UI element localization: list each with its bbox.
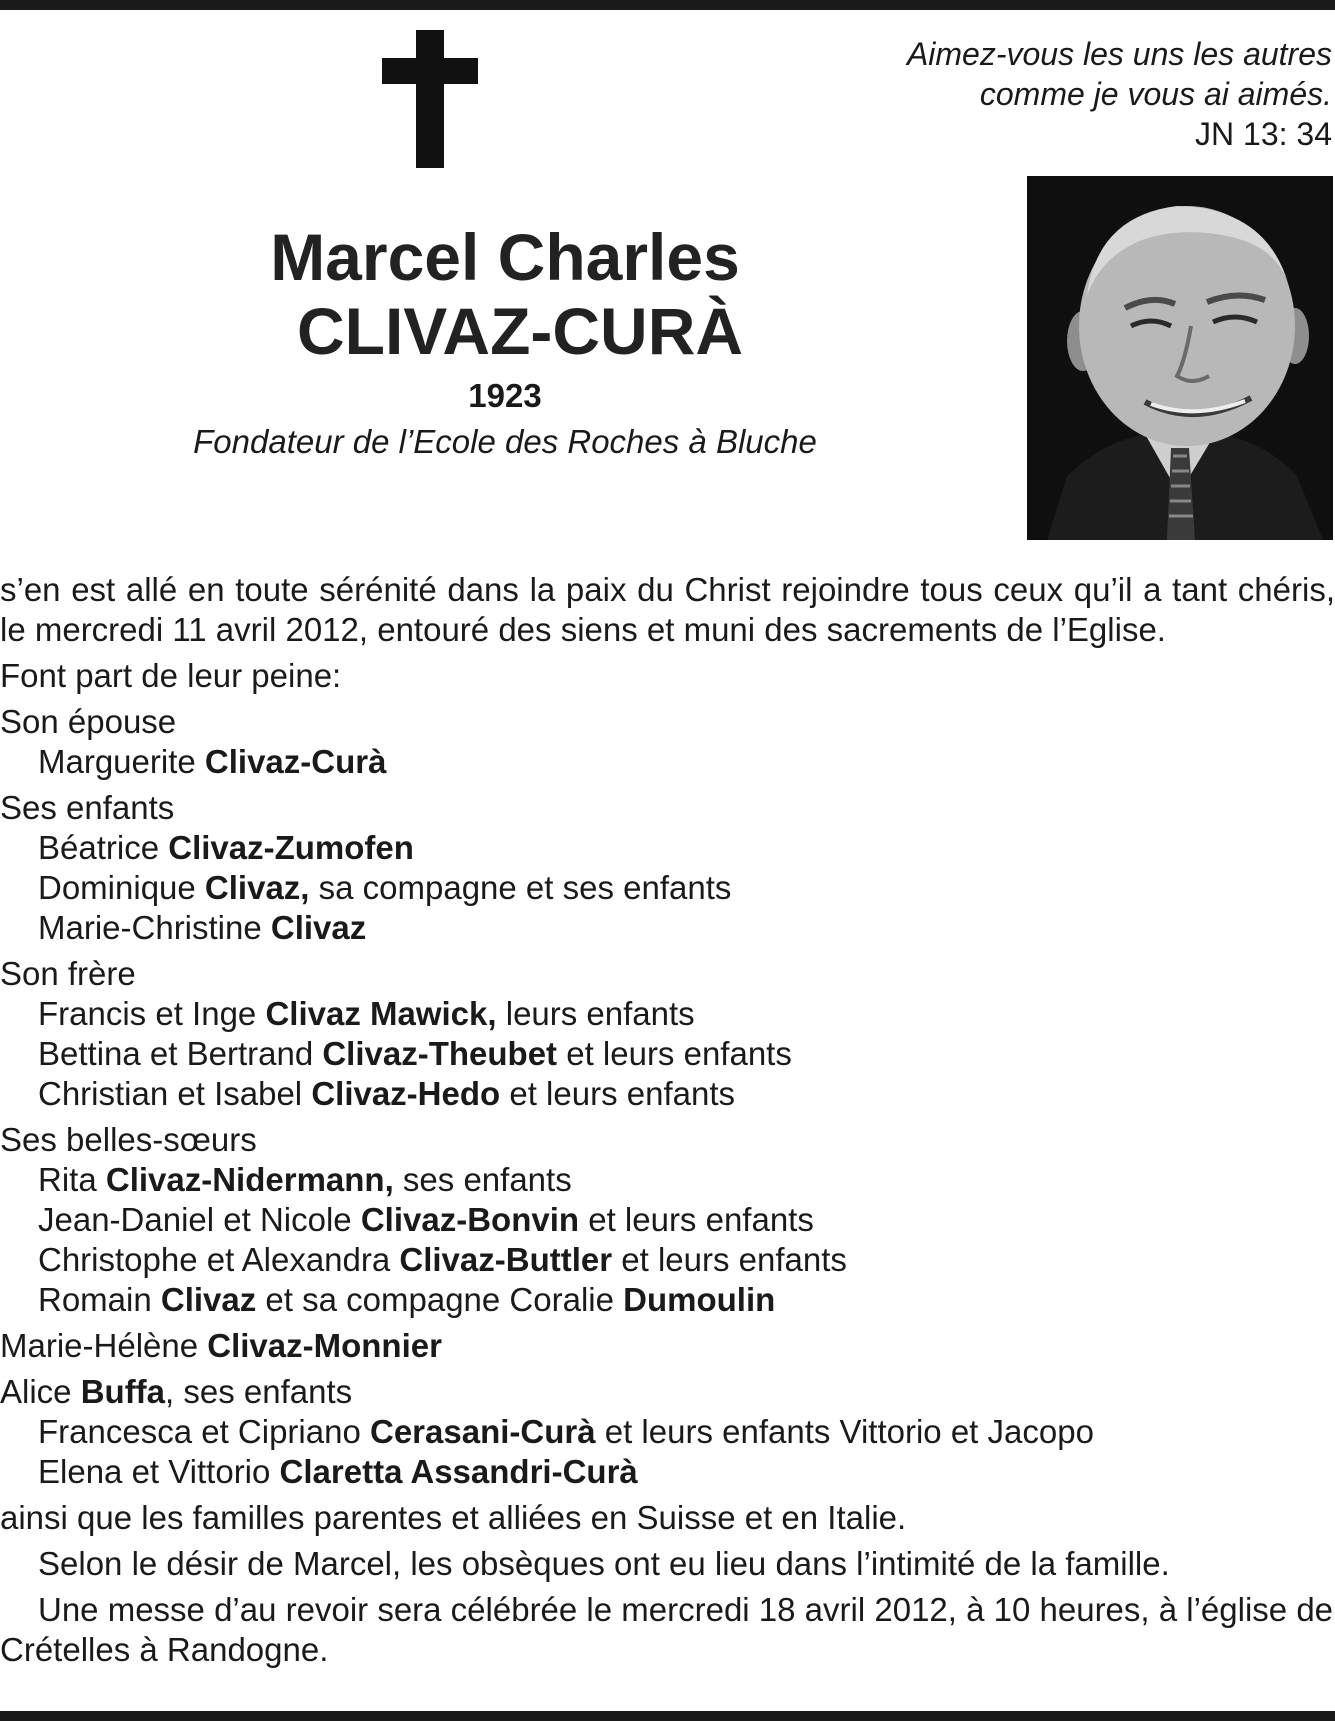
cross-icon xyxy=(382,30,478,168)
first-names: Marcel Charles xyxy=(270,220,740,294)
quote-line-1: Aimez-vous les uns les autres xyxy=(906,36,1332,72)
announce-line: Font part de leur peine: xyxy=(0,657,342,694)
bible-quote xyxy=(907,34,1332,154)
deceased-header xyxy=(160,220,850,462)
mass-announcement: Une messe d’au revoir sera célébrée le mercredi 18 avril 2012, à 10 heures, à l’église de Crételles à Randogne. xyxy=(0,1591,1334,1668)
funeral-wish: Selon le désir de Marcel, les obsèques ont eu lieu dans l’intimité de la famille. xyxy=(38,1545,1170,1582)
family-member: Bettina et Bertrand Clivaz-Theubet et leurs enfants xyxy=(38,1035,792,1072)
family-member: Francesca et Cipriano Cerasani-Curà et leurs enfants Vittorio et Jacopo xyxy=(38,1413,1094,1450)
family-member: Béatrice Clivaz-Zumofen xyxy=(38,829,414,866)
family-member: Christophe et Alexandra Clivaz-Buttler et leurs enfants xyxy=(38,1241,847,1278)
family-member: Jean-Daniel et Nicole Clivaz-Bonvin et leurs enfants xyxy=(38,1201,814,1238)
bottom-rule xyxy=(0,1711,1335,1721)
obituary-body xyxy=(0,570,1335,1670)
family-member: Dominique Clivaz, sa compagne et ses enfants xyxy=(38,869,732,906)
quote-line-2: comme je vous ai aimés. xyxy=(979,76,1332,112)
group-heading-sisters-in-law: Ses belles-sœurs xyxy=(0,1121,257,1158)
family-member: Christian et Isabel Clivaz-Hedo et leurs enfants xyxy=(38,1075,735,1112)
family-member: Francis et Inge Clivaz Mawick, leurs enfants xyxy=(38,995,695,1032)
portrait-photo xyxy=(1027,176,1333,540)
top-rule xyxy=(0,0,1335,10)
quote-reference: JN 13: 34 xyxy=(1195,116,1332,152)
group-heading-spouse: Son épouse xyxy=(0,703,177,740)
family-member: Romain Clivaz et sa compagne Coralie Dumoulin xyxy=(38,1281,776,1318)
group-heading-children: Ses enfants xyxy=(0,789,175,826)
family-member: Elena et Vittorio Claretta Assandri-Curà xyxy=(38,1453,638,1490)
birth-year: 1923 xyxy=(468,377,542,414)
families-line: ainsi que les familles parentes et alliées en Suisse et en Italie. xyxy=(0,1499,907,1536)
surname: CLIVAZ-CURÀ xyxy=(296,294,744,368)
family-member: Marguerite Clivaz-Curà xyxy=(38,743,387,780)
intro-paragraph: s’en est allé en toute sérénité dans la paix du Christ rejoindre tous ceux qu’il a tant chéris, le mercredi 11 avril 2012, entouré des siens et muni des sacrements de l’Eglise. xyxy=(0,571,1335,648)
family-member: Alice Buffa, ses enfants xyxy=(0,1373,353,1410)
family-member: Rita Clivaz-Nidermann, ses enfants xyxy=(38,1161,572,1198)
role: Fondateur de l’Ecole des Roches à Bluche xyxy=(193,423,817,460)
group-heading-brother: Son frère xyxy=(0,955,136,992)
family-member: Marie-Christine Clivaz xyxy=(38,909,367,946)
family-member: Marie-Hélène Clivaz-Monnier xyxy=(0,1327,442,1364)
